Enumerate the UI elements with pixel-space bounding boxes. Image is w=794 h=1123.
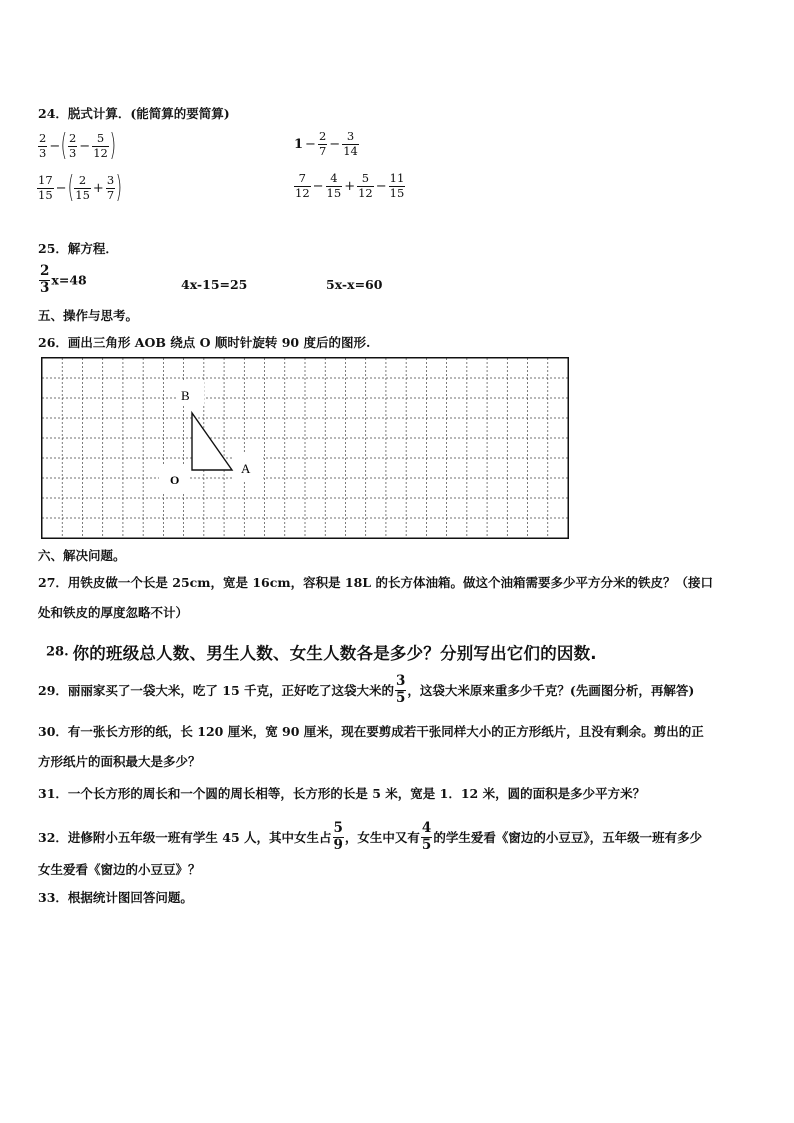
fraction: $\frac{3}{14}$ bbox=[343, 129, 358, 158]
fraction: $\frac{2}{3}$ bbox=[68, 131, 77, 160]
section-6-heading: 六、解决问题。 bbox=[38, 548, 126, 563]
q30-line-1: 30．有一张长方形的纸，长 120 厘米，宽 90 厘米，现在要剪成若干张同样大小的正方形纸片，且没有剩余。剪出的正 bbox=[38, 724, 704, 739]
fraction: $\frac{5}{9}$ bbox=[333, 820, 343, 853]
section-5-heading: 五、操作与思考。 bbox=[38, 308, 139, 323]
q25-equation-1: $\frac{2}{3}$ x=48 bbox=[40, 263, 87, 296]
fraction: $\frac{3}{7}$ bbox=[106, 173, 115, 202]
q31: 31．一个长方形的周长和一个圆的周长相等，长方形的长是 5 米，宽是 1．12 米，圆的面积是多少平方米？ bbox=[38, 786, 646, 801]
q30-line-2: 方形纸片的面积最大是多少？ bbox=[38, 754, 201, 769]
q27-line-2: 处和铁皮的厚度忽略不计） bbox=[38, 605, 189, 620]
fraction: $\frac{2}{3}$ bbox=[39, 131, 47, 160]
fraction: $\frac{2}{3}$ bbox=[40, 263, 50, 296]
grid-figure bbox=[41, 357, 569, 539]
q24-expr-4: $\frac{7}{12}$ − $\frac{4}{15}$ + $\frac{5}{12}$ − $\frac{11}{15}$ bbox=[295, 171, 405, 200]
q24-expr-1: $\frac{2}{3}$ −( $\frac{2}{3}$ − $\frac{5}{12}$ ) bbox=[39, 128, 116, 163]
fraction: $\frac{5}{12}$ bbox=[93, 131, 108, 160]
q24-title: 24．脱式计算．(能简算的要简算) bbox=[38, 106, 230, 121]
q25-title: 25．解方程． bbox=[38, 241, 118, 256]
rotation-grid bbox=[41, 357, 569, 539]
fraction: $\frac{4}{5}$ bbox=[421, 820, 432, 853]
fraction: $\frac{17}{15}$ bbox=[38, 173, 53, 202]
fraction: $\frac{2}{7}$ bbox=[318, 129, 327, 158]
label-o: O bbox=[170, 473, 180, 487]
q26-title: 26．画出三角形 AOB 绕点 O 顺时针旋转 90 度后的图形. bbox=[38, 335, 371, 350]
triangle-aob bbox=[192, 413, 232, 470]
q28: 28. 你的班级总人数、男生人数、女生人数各是多少？分别写出它们的因数. bbox=[46, 644, 597, 663]
fraction: $\frac{3}{5}$ bbox=[396, 673, 406, 706]
q25-equation-2: 4x-15=25 bbox=[181, 277, 248, 292]
q32-line-1: 32．进修附小五年级一班有学生 45 人，其中女生占 $\frac{5}{9}$ ，女生中又有 $\frac{4}{5}$ 的学生爱看《窗边的小豆豆》，五年级一班有多少 bbox=[38, 820, 703, 853]
q24-expr-3: $\frac{17}{15}$ −( $\frac{2}{15}$ + $\frac{3}{7}$ ) bbox=[38, 170, 123, 205]
label-a: A bbox=[241, 461, 251, 476]
fraction: $\frac{5}{12}$ bbox=[358, 171, 373, 200]
q32-line-2: 女生爱看《窗边的小豆豆》？ bbox=[38, 862, 201, 877]
q29: 29．丽丽家买了一袋大米，吃了 15 千克，正好吃了这袋大米的 $\frac{3}{5}$ ，这袋大米原来重多少千克？(先画图分析，再解答) bbox=[38, 673, 695, 706]
q25-equation-3: 5x-x=60 bbox=[326, 277, 383, 292]
fraction: $\frac{11}{15}$ bbox=[389, 171, 405, 200]
q27-line-1: 27．用铁皮做一个长是 25cm，宽是 16cm，容积是 18L 的长方体油箱。做这个油箱需要多少平方分米的铁皮？（接口 bbox=[38, 575, 713, 590]
fraction: $\frac{7}{12}$ bbox=[295, 171, 310, 200]
q33: 33．根据统计图回答问题。 bbox=[38, 890, 193, 905]
fraction: $\frac{2}{15}$ bbox=[75, 173, 90, 202]
q24-expr-2: 1 − $\frac{2}{7}$ − $\frac{3}{14}$ bbox=[294, 129, 358, 158]
fraction: $\frac{4}{15}$ bbox=[326, 171, 342, 200]
label-b: B bbox=[181, 388, 190, 403]
